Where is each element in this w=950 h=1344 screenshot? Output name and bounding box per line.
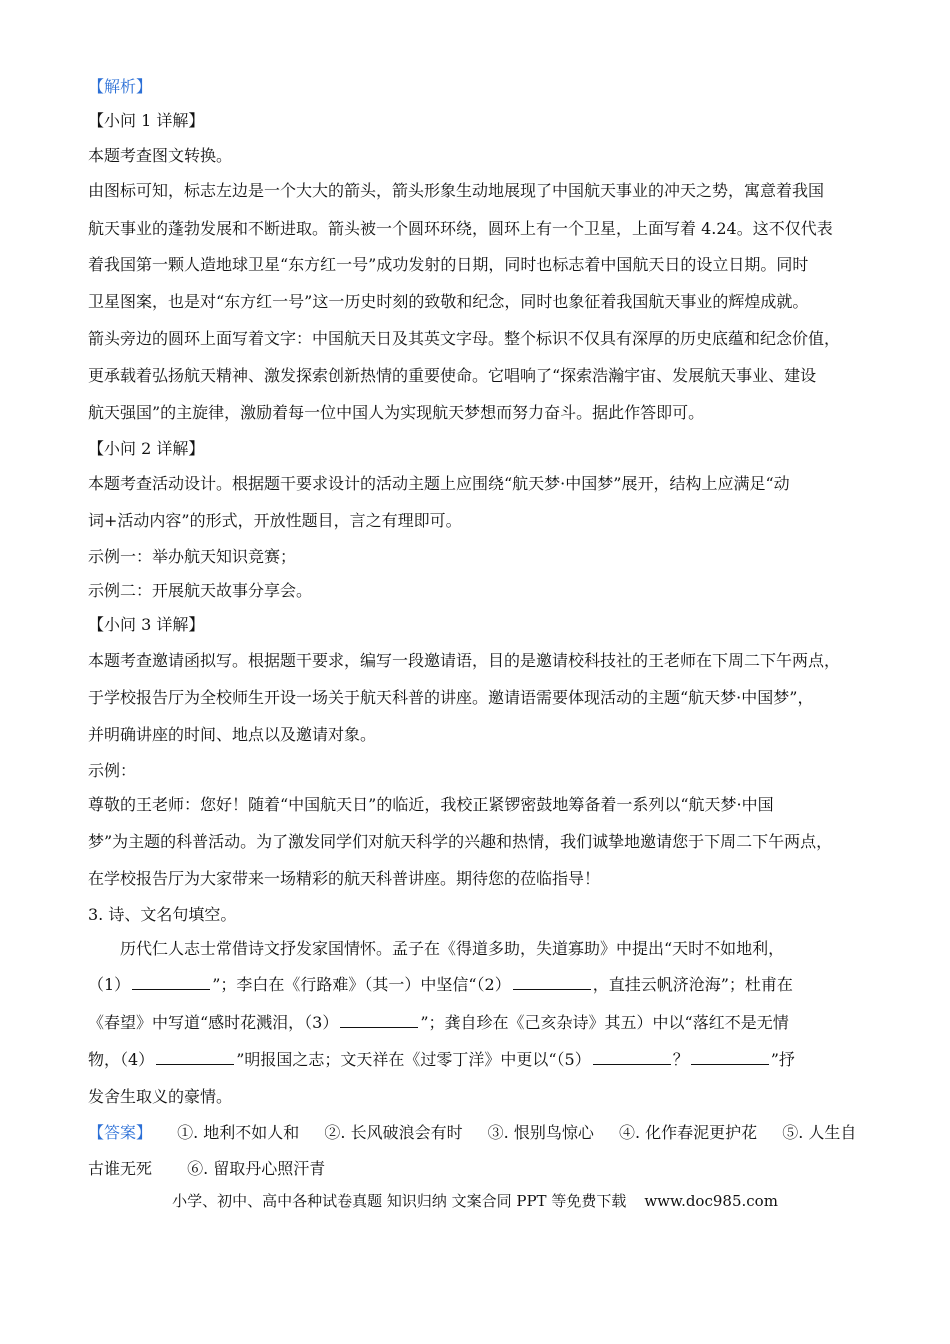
q3-line: 示例： [88,761,137,780]
answer-item: ⑥. 留取丹心照汗青 [187,1159,326,1178]
blank-1-label: （1） [88,975,131,994]
q3-line: 尊敬的王老师：您好！随着“中国航天日”的临近，我校正紧锣密鼓地筹备着一系列以“航天梦·中国 [88,795,774,814]
q2-header: 【小问 2 详解】 [88,439,205,458]
q2-line: 示例二：开展航天故事分享会。 [88,581,313,600]
q1-line: 更承载着弘扬航天精神、激发探索创新热情的重要使命。它唱响了“探索浩瀚宇宙、发展航天事业、建设 [88,366,817,385]
q1-line: 航天强国”的主旋律，激励着每一位中国人为实现航天梦想而努力奋斗。据此作答即可。 [88,403,705,422]
blank-1 [132,974,210,990]
q3-line: 于学校报告厅为全校师生开设一场关于航天科普的讲座。邀请语需要体现活动的主题“航天梦·中国梦”， [88,688,814,707]
answer-label: 【答案】 [88,1123,153,1142]
blank-5b [691,1049,769,1065]
analysis-label: 【解析】 [88,77,153,96]
section3-line: 物，（4） ”明报国之志；文天祥在《过零丁洋》中更以“（5） ？ ”抒 [88,1050,795,1069]
section3-line: 《春望》中写道“感时花溅泪，（3） ”；龚自珍在《己亥杂诗》其五）中以“落红不是无情 [88,1013,789,1032]
q1-line: 卫星图案，也是对“东方红一号”这一历史时刻的致敬和纪念，同时也象征着我国航天事业的辉煌成就。 [88,292,809,311]
q2-line: 示例一：举办航天知识竞赛； [88,547,297,566]
answer-item: ③. 恨别鸟惊心 [487,1123,594,1142]
q1-line: 箭头旁边的圆环上面写着文字：中国航天日及其英文字母。整个标识不仅具有深厚的历史底蕴和纪念价值， [88,329,841,348]
q2-line: 词+活动内容”的形式，开放性题目，言之有理即可。 [88,511,462,530]
blank-4 [156,1049,234,1065]
answer-line [88,1122,868,1144]
answer-item: ④. 化作春泥更护花 [618,1123,758,1142]
q1-line: 着我国第一颗人造地球卫星“东方红一号”成功发射的日期，同时也标志着中国航天日的设立日期。同时 [88,255,809,274]
answer-item: ⑤. 人生自 [782,1123,857,1142]
answer-line-2 [88,1158,868,1180]
answer-item: ①. 地利不如人和 [177,1123,300,1142]
section3-title: 3. 诗、文名句填空。 [88,905,237,924]
footer-text: 小学、初中、高中各种试卷真题 知识归纳 文案合同 PPT 等免费下载 [172,1192,627,1210]
q2-line: 本题考查活动设计。根据题干要求设计的活动主题上应围绕“航天梦·中国梦”展开，结构上应满足“动 [88,474,790,493]
q3-header: 【小问 3 详解】 [88,615,205,634]
footer-site-link[interactable]: www.doc985.com [644,1192,778,1210]
section3-paragraph: 历代仁人志士常借诗文抒发家国情怀。孟子在《得道多助，失道寡助》中提出“天时不如地利， [120,939,785,958]
page-footer [0,1190,950,1212]
section3-line: （1） ”；李白在《行路难》（其一）中坚信“（2） ，直挂云帆济沧海”；杜甫在 [88,975,793,994]
blank-3 [340,1012,418,1028]
blank-2 [513,974,591,990]
section3-line: 发舍生取义的豪情。 [88,1087,233,1106]
answer-item: 古谁无死 [88,1159,153,1178]
q3-line: 梦”为主题的科普活动。为了激发同学们对航天科学的兴趣和热情，我们诚挚地邀请您于下周二下午两点， [88,832,833,851]
q3-line: 在学校报告厅为大家带来一场精彩的航天科普讲座。期待您的莅临指导！ [88,869,601,888]
answer-item: ②. 长风破浪会有时 [324,1123,463,1142]
q1-header: 【小问 1 详解】 [88,111,205,130]
q1-line: 本题考查图文转换。 [88,146,233,165]
q1-line: 由图标可知，标志左边是一个大大的箭头，箭头形象生动地展现了中国航天事业的冲天之势，寓意着我国 [88,181,825,200]
q3-line: 本题考查邀请函拟写。根据题干要求，编写一段邀请语，目的是邀请校科技社的王老师在下周二下午两点， [88,651,841,670]
q3-line: 并明确讲座的时间、地点以及邀请对象。 [88,725,377,744]
q1-line: 航天事业的蓬勃发展和不断进取。箭头被一个圆环环绕，圆环上有一个卫星，上面写着 4.24。这不仅代表 [88,219,833,238]
blank-5a [593,1049,671,1065]
